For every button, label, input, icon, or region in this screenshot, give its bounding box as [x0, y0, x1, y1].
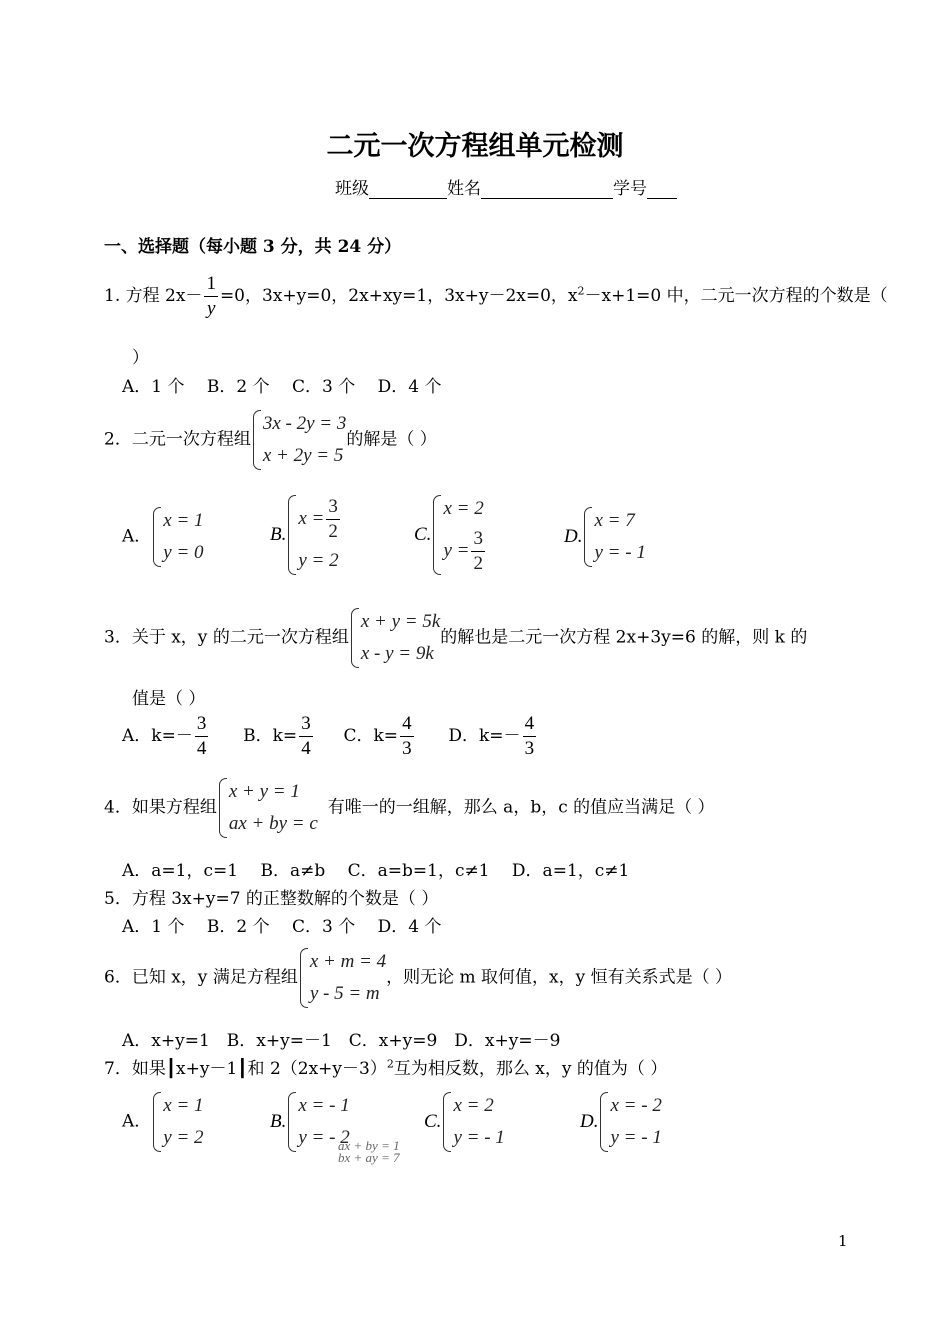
q2-option-b[interactable] — [270, 493, 342, 577]
q2-option-a[interactable] — [122, 505, 204, 569]
q7-c-r2: y = - 1 — [453, 1127, 505, 1148]
q2-a-system — [151, 505, 203, 569]
q1-sup: 2 — [577, 284, 585, 298]
q2-b-r1: x = — [298, 508, 325, 529]
section-heading: 一、选择题（每小题 3 分，共 24 分） — [104, 237, 402, 257]
question-4 — [104, 776, 715, 840]
question-3 — [104, 606, 807, 670]
q2-d-r2: y = - 1 — [594, 542, 646, 563]
question-5: 5．方程 3x+y=7 的正整数解的个数是（ ） — [104, 889, 439, 909]
class-blank[interactable] — [369, 180, 447, 199]
q2-c-system — [431, 493, 487, 577]
q2-a-r2: y = 0 — [163, 542, 204, 563]
q6-system — [298, 946, 386, 1010]
q1-frac-num: 1 — [206, 273, 216, 294]
q2-d-r1: x = 7 — [594, 510, 635, 531]
name-label: 姓名 — [447, 179, 481, 199]
q3-a-den: 4 — [196, 738, 207, 759]
question-1 — [104, 272, 888, 321]
q6-eq2: y - 5 = m — [309, 983, 380, 1004]
q3-option-c[interactable] — [343, 713, 416, 759]
id-label: 学号 — [613, 179, 647, 199]
class-label: 班级 — [335, 179, 369, 199]
q3-option-a[interactable] — [122, 713, 210, 759]
q2-b-system — [286, 493, 342, 577]
q4-eq2: ax + by = c — [228, 813, 318, 834]
q3-d-num: 4 — [524, 713, 535, 734]
q7-option-a[interactable] — [122, 1090, 204, 1154]
q7-d-r1: x = - 2 — [610, 1095, 662, 1116]
q3-d-frac — [523, 712, 537, 761]
q1-frac-den: y — [204, 296, 218, 321]
q3-option-d[interactable] — [448, 713, 538, 759]
question-2 — [104, 408, 437, 472]
q7-a-system — [151, 1090, 203, 1154]
question-6 — [104, 946, 732, 1010]
q2-c-num: 3 — [473, 528, 483, 550]
page-number: 1 — [838, 1232, 848, 1250]
q3-d-den: 3 — [524, 738, 535, 759]
ghost-r1: ax + by = 1 — [338, 1138, 400, 1153]
q2-prefix: 2．二元一次方程组 — [104, 429, 251, 450]
q2-b-r2: y = 2 — [298, 550, 339, 571]
q3-c-frac — [400, 712, 414, 761]
q2-option-c[interactable] — [414, 493, 487, 577]
q2-c-r2: y = — [443, 540, 470, 561]
q7-text: 7．如果┃x+y－1┃和 2（2x+y－3） — [104, 1059, 387, 1079]
q3-a-frac — [195, 712, 209, 761]
q3-d-pre: D．k=－ — [448, 726, 521, 746]
q5-options: A．1 个 B．2 个 C．3 个 D．4 个 — [122, 917, 442, 937]
q4-system — [217, 776, 318, 840]
q1-options: A．1 个 B．2 个 C．3 个 D．4 个 — [122, 377, 442, 397]
q1-prefix: 1. 方程 2x－ — [104, 286, 203, 306]
q1-fraction — [204, 272, 218, 321]
q7-a-r2: y = 2 — [163, 1127, 204, 1148]
q7-d-system — [598, 1090, 661, 1154]
q3-a-pre: A．k=－ — [122, 726, 193, 746]
q3-c-den: 3 — [402, 738, 412, 759]
q7-a-label: A． — [122, 1111, 152, 1132]
q2-b-den: 2 — [328, 521, 338, 543]
q4-suffix: 有唯一的一组解，那么 a，b，c 的值应当满足（ ） — [327, 797, 715, 818]
q1-close-paren: ） — [132, 348, 149, 368]
q7-d-r2: y = - 1 — [610, 1127, 662, 1148]
q7-option-d[interactable] — [580, 1090, 662, 1154]
q1-rest: =0，3x+y=0，2x+xy=1，3x+y－2x=0，x — [219, 286, 578, 306]
q2-eq1: 3x - 2y = 3 — [262, 413, 347, 434]
q7-b-r1: x = - 1 — [298, 1095, 350, 1116]
q2-a-r1: x = 1 — [163, 510, 204, 531]
q3-eq2: x - y = 9k — [360, 643, 434, 664]
q2-c-r1: x = 2 — [443, 498, 484, 519]
q3-c-num: 4 — [402, 713, 412, 734]
q3-eq1: x + y = 5k — [360, 611, 441, 632]
q2-a-label: A． — [122, 526, 152, 547]
q3-continuation: 值是（ ） — [132, 689, 206, 709]
q2-d-label: D. — [564, 526, 583, 547]
q3-prefix: 3．关于 x，y 的二元一次方程组 — [104, 627, 349, 648]
q3-b-pre: B．k= — [243, 726, 298, 746]
q7-c-label: C. — [424, 1111, 442, 1132]
page-title: 二元一次方程组单元检测 — [326, 131, 624, 162]
q3-c-pre: C．k= — [343, 726, 399, 746]
id-blank[interactable] — [647, 180, 677, 199]
q6-prefix: 6．已知 x，y 满足方程组 — [104, 967, 298, 988]
q7-b-r2: y = - 2 — [298, 1127, 350, 1148]
q6-eq1: x + m = 4 — [309, 951, 387, 972]
q2-d-system — [582, 505, 645, 569]
overlapping-ghost-equation — [338, 1140, 400, 1164]
q2-eq2: x + 2y = 5 — [262, 445, 344, 466]
q7-a-r1: x = 1 — [163, 1095, 204, 1116]
q2-c-den: 2 — [473, 553, 483, 575]
ghost-r2: bx + ay = 7 — [338, 1150, 400, 1165]
q3-b-den: 4 — [301, 738, 311, 759]
q4-options: A．a=1，c=1 B．a≠b C．a=b=1，c≠1 D．a=1，c≠1 — [122, 861, 630, 881]
q3-options — [122, 712, 538, 761]
q7-option-c[interactable] — [424, 1090, 505, 1154]
q2-b-num: 3 — [328, 496, 338, 518]
q2-b-label: B. — [270, 524, 287, 545]
q2-suffix: 的解是（ ） — [346, 429, 437, 450]
q2-option-d[interactable] — [564, 505, 646, 569]
q2-c-label: C. — [414, 524, 432, 545]
q3-system — [349, 606, 440, 670]
q2-c-frac — [471, 527, 485, 576]
q7-sup: 2 — [386, 1057, 394, 1071]
q2-b-frac — [326, 495, 340, 544]
name-blank[interactable] — [481, 180, 613, 199]
q7-text2: 互为相反数，那么 x，y 的值为（ ） — [393, 1059, 668, 1079]
q4-prefix: 4．如果方程组 — [104, 797, 217, 818]
question-7 — [104, 1054, 667, 1079]
q7-c-system — [441, 1090, 504, 1154]
q7-b-label: B. — [270, 1111, 287, 1132]
student-info-line — [335, 174, 677, 199]
q3-a-num: 3 — [196, 713, 207, 734]
q3-suffix: 的解也是二元一次方程 2x+3y=6 的解，则 k 的 — [440, 627, 808, 648]
q6-options: A．x+y=1 B．x+y=－1 C．x+y=9 D．x+y=－9 — [122, 1031, 561, 1051]
q4-eq1: x + y = 1 — [228, 781, 300, 802]
q7-c-r1: x = 2 — [453, 1095, 494, 1116]
q6-suffix: ，则无论 m 取何值，x，y 恒有关系式是（ ） — [386, 967, 733, 988]
q1-rest2: －x+1=0 中，二元一次方程的个数是（ — [584, 286, 888, 306]
q3-option-b[interactable] — [243, 713, 315, 759]
q3-b-frac — [299, 712, 313, 761]
q2-system — [251, 408, 347, 472]
q3-b-num: 3 — [301, 713, 311, 734]
q7-d-label: D. — [580, 1111, 599, 1132]
